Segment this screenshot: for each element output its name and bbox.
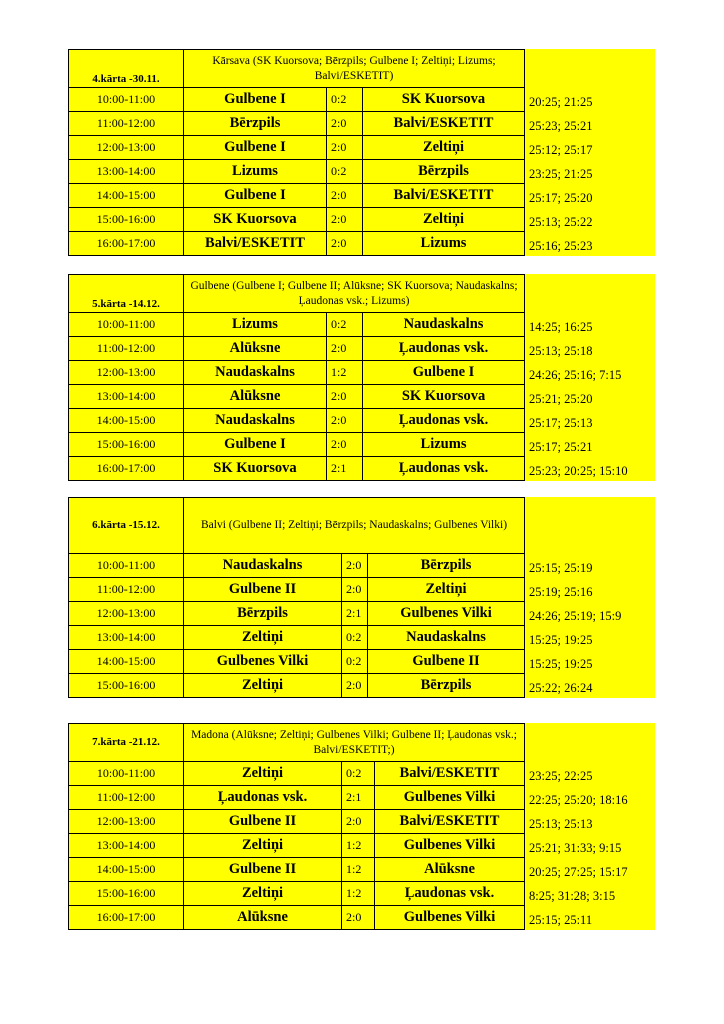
match-time: 14:00-15:00 [69,858,184,882]
round-title: 5.kārta -14.12. [69,275,184,313]
match-score: 2:0 [327,409,363,433]
away-team: Ļaudonas vsk. [363,337,525,361]
round-title: 4.kārta -30.11. [69,50,184,88]
match-row [69,160,525,184]
match-row [69,602,525,626]
away-team: Balvi/ESKETIT [363,184,525,208]
away-team: Naudaskalns [368,626,525,650]
match-score: 2:0 [342,578,368,602]
match-row [69,674,525,698]
match-time: 11:00-12:00 [69,578,184,602]
match-score: 0:2 [327,160,363,184]
match-row [69,906,525,930]
match-time: 11:00-12:00 [69,786,184,810]
schedule-table [68,274,525,481]
set-score: 25:22; 26:24 [529,681,593,695]
set-scores [529,87,593,255]
set-score: 25:17; 25:20 [529,191,593,205]
away-team: Alūksne [375,858,525,882]
away-team: Gulbenes Vilki [375,834,525,858]
set-scores [529,312,628,480]
away-team: Zeltiņi [363,136,525,160]
match-score: 2:0 [327,184,363,208]
away-team: Gulbenes Vilki [375,786,525,810]
match-score: 2:0 [342,906,375,930]
match-row [69,313,525,337]
match-time: 15:00-16:00 [69,674,184,698]
home-team: Gulbene I [184,88,327,112]
match-score: 1:2 [342,858,375,882]
away-team: SK Kuorsova [363,385,525,409]
set-score: 24:26; 25:19; 15:9 [529,609,622,623]
away-team: Balvi/ESKETIT [375,762,525,786]
match-time: 14:00-15:00 [69,650,184,674]
home-team: Alūksne [184,906,342,930]
home-team: Gulbenes Vilki [184,650,342,674]
venue-info: Balvi (Gulbene II; Zeltiņi; Bērzpils; Naudaskalns; Gulbenes Vilki) [184,498,525,554]
round-block [68,274,655,481]
away-team: Naudaskalns [363,313,525,337]
set-score: 15:25; 19:25 [529,657,593,671]
home-team: Lizums [184,313,327,337]
match-time: 13:00-14:00 [69,834,184,858]
home-team: Gulbene I [184,136,327,160]
set-score: 23:25; 22:25 [529,769,593,783]
away-team: Lizums [363,433,525,457]
match-time: 16:00-17:00 [69,232,184,256]
home-team: Bērzpils [184,112,327,136]
match-time: 14:00-15:00 [69,409,184,433]
set-score: 25:15; 25:19 [529,561,593,575]
venue-info: Madona (Alūksne; Zeltiņi; Gulbenes Vilki; Gulbene II; Ļaudonas vsk.; Balvi/ESKETIT;) [184,724,525,762]
set-score: 25:21; 25:20 [529,392,593,406]
home-team: Gulbene I [184,433,327,457]
home-team: Naudaskalns [184,361,327,385]
home-team: Gulbene I [184,184,327,208]
home-team: Alūksne [184,337,327,361]
away-team: Ļaudonas vsk. [375,882,525,906]
match-score: 0:2 [342,650,368,674]
home-team: Zeltiņi [184,762,342,786]
match-row [69,208,525,232]
venue-info: Kārsava (SK Kuorsova; Bērzpils; Gulbene I; Zeltiņi; Lizums; Balvi/ESKETIT) [184,50,525,88]
match-row [69,762,525,786]
match-time: 15:00-16:00 [69,882,184,906]
match-time: 12:00-13:00 [69,361,184,385]
match-score: 2:1 [342,786,375,810]
set-score: 20:25; 27:25; 15:17 [529,865,628,879]
match-time: 10:00-11:00 [69,762,184,786]
match-row [69,232,525,256]
match-score: 1:2 [342,834,375,858]
match-time: 12:00-13:00 [69,136,184,160]
away-team: Ļaudonas vsk. [363,457,525,481]
away-team: Gulbene I [363,361,525,385]
match-score: 0:2 [342,762,375,786]
schedule-table [68,723,525,930]
away-team: Bērzpils [363,160,525,184]
match-row [69,112,525,136]
match-row [69,457,525,481]
match-score: 2:0 [342,810,375,834]
round-title: 7.kārta -21.12. [69,724,184,762]
set-score: 25:21; 31:33; 9:15 [529,841,622,855]
match-row [69,810,525,834]
match-score: 2:0 [327,433,363,457]
away-team: Gulbene II [368,650,525,674]
set-score: 25:23; 20:25; 15:10 [529,464,628,478]
set-scores [529,761,628,929]
home-team: Lizums [184,160,327,184]
set-score: 25:13; 25:22 [529,215,593,229]
match-score: 2:0 [327,208,363,232]
set-score: 25:12; 25:17 [529,143,593,157]
home-team: Gulbene II [184,858,342,882]
match-score: 2:0 [327,232,363,256]
match-time: 15:00-16:00 [69,433,184,457]
home-team: SK Kuorsova [184,208,327,232]
home-team: Balvi/ESKETIT [184,232,327,256]
schedule-table [68,497,525,698]
home-team: Zeltiņi [184,626,342,650]
match-row [69,409,525,433]
match-score: 2:0 [342,674,368,698]
round-block [68,723,655,930]
away-team: Balvi/ESKETIT [363,112,525,136]
home-team: Gulbene II [184,578,342,602]
match-score: 0:2 [342,626,368,650]
away-team: Balvi/ESKETIT [375,810,525,834]
set-score: 24:26; 25:16; 7:15 [529,368,622,382]
schedule-table [68,49,525,256]
home-team: Bērzpils [184,602,342,626]
match-score: 2:0 [327,385,363,409]
away-team: Bērzpils [368,554,525,578]
match-score: 2:0 [327,136,363,160]
match-time: 16:00-17:00 [69,906,184,930]
set-score: 25:15; 25:11 [529,913,593,927]
set-score: 25:23; 25:21 [529,119,593,133]
match-row [69,361,525,385]
set-score: 22:25; 25:20; 18:16 [529,793,628,807]
away-team: Ļaudonas vsk. [363,409,525,433]
match-time: 13:00-14:00 [69,385,184,409]
match-row [69,88,525,112]
away-team: Gulbenes Vilki [375,906,525,930]
match-score: 2:1 [327,457,363,481]
match-time: 16:00-17:00 [69,457,184,481]
round-title: 6.kārta -15.12. [69,498,184,554]
set-score: 20:25; 21:25 [529,95,593,109]
match-row [69,385,525,409]
set-score: 25:17; 25:21 [529,440,593,454]
set-scores [529,553,621,697]
home-team: Zeltiņi [184,882,342,906]
match-time: 12:00-13:00 [69,602,184,626]
home-team: Naudaskalns [184,409,327,433]
match-row [69,786,525,810]
match-score: 1:2 [327,361,363,385]
match-score: 2:0 [327,112,363,136]
home-team: Alūksne [184,385,327,409]
match-score: 0:2 [327,313,363,337]
set-score: 23:25; 21:25 [529,167,593,181]
match-row [69,554,525,578]
set-score: 25:13; 25:18 [529,344,593,358]
match-time: 12:00-13:00 [69,810,184,834]
match-score: 2:0 [327,337,363,361]
home-team: SK Kuorsova [184,457,327,481]
set-score: 8:25; 31:28; 3:15 [529,889,616,903]
match-score: 2:0 [342,554,368,578]
match-time: 10:00-11:00 [69,88,184,112]
set-score: 15:25; 19:25 [529,633,593,647]
match-time: 10:00-11:00 [69,313,184,337]
match-row [69,858,525,882]
match-row [69,882,525,906]
home-team: Gulbene II [184,810,342,834]
match-time: 10:00-11:00 [69,554,184,578]
match-row [69,578,525,602]
match-time: 13:00-14:00 [69,626,184,650]
match-row [69,626,525,650]
match-row [69,650,525,674]
set-score: 14:25; 16:25 [529,320,593,334]
home-team: Naudaskalns [184,554,342,578]
away-team: Bērzpils [368,674,525,698]
match-time: 11:00-12:00 [69,337,184,361]
home-team: Zeltiņi [184,834,342,858]
match-row [69,337,525,361]
away-team: Gulbenes Vilki [368,602,525,626]
match-time: 11:00-12:00 [69,112,184,136]
away-team: Lizums [363,232,525,256]
match-score: 1:2 [342,882,375,906]
set-score: 25:17; 25:13 [529,416,593,430]
match-time: 13:00-14:00 [69,160,184,184]
away-team: Zeltiņi [368,578,525,602]
round-block [68,497,655,698]
home-team: Ļaudonas vsk. [184,786,342,810]
venue-info: Gulbene (Gulbene I; Gulbene II; Alūksne; SK Kuorsova; Naudaskalns; Ļaudonas vsk.; Lizums) [184,275,525,313]
match-time: 15:00-16:00 [69,208,184,232]
home-team: Zeltiņi [184,674,342,698]
match-score: 2:1 [342,602,368,626]
set-score: 25:16; 25:23 [529,239,593,253]
set-score: 25:13; 25:13 [529,817,593,831]
match-time: 14:00-15:00 [69,184,184,208]
match-row [69,136,525,160]
away-team: Zeltiņi [363,208,525,232]
round-block [68,49,655,256]
match-row [69,433,525,457]
away-team: SK Kuorsova [363,88,525,112]
match-score: 0:2 [327,88,363,112]
match-row [69,834,525,858]
match-row [69,184,525,208]
set-score: 25:19; 25:16 [529,585,593,599]
